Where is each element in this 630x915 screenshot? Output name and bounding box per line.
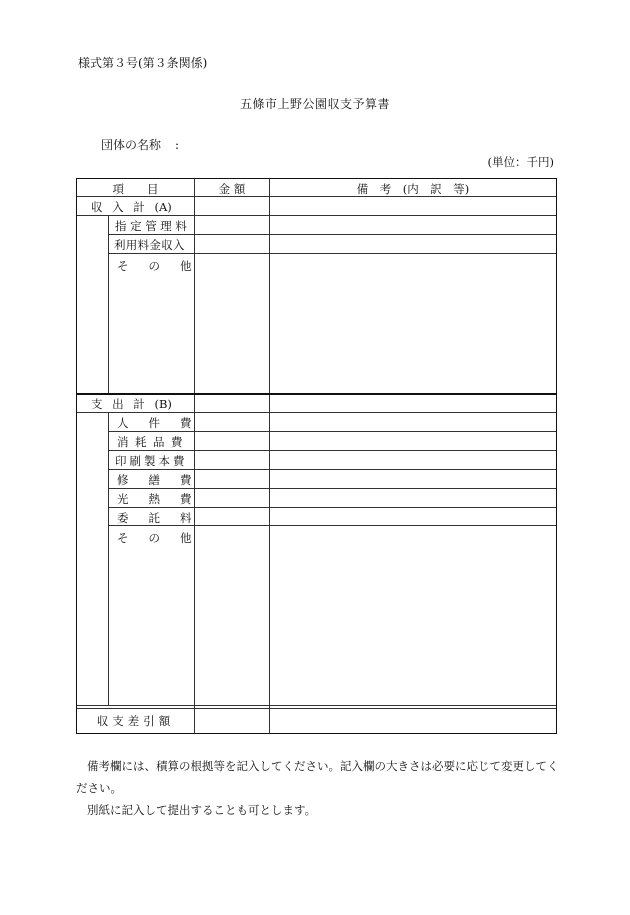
section-divider-balance-2: [77, 708, 556, 709]
row-line-expense-2: [108, 450, 556, 451]
row-line-expense-5: [108, 507, 556, 508]
header-amount-text: 金 額: [218, 182, 246, 196]
form-number: 様式第３号(第３条関係): [78, 56, 208, 70]
header-amount-centered: [195, 181, 269, 197]
income-row-3-label: [117, 258, 212, 274]
row-line-expense-4: [108, 488, 556, 489]
organization-label: 団体の名称: [101, 138, 162, 152]
expense-row-2-label: 消耗品費: [117, 435, 189, 449]
organization-line: [101, 136, 179, 153]
expense-row-3-label: 印刷製本費: [115, 454, 188, 468]
unit-label: (単位：千円): [487, 155, 554, 169]
expense-row-4-label: 修繕費: [117, 473, 212, 487]
organization-colon: :: [175, 138, 180, 152]
expense-row-7-label: その他: [117, 531, 212, 545]
income-row-2-label: 利用料金収入: [114, 238, 185, 252]
income-row-3-text: その他: [117, 259, 212, 273]
expense-total-label: 支 出 計 (B): [91, 397, 172, 411]
balance-label: 収支差引額: [96, 714, 175, 728]
subitem-indent-line-income: [108, 215, 109, 393]
income-row-1-label: [115, 218, 189, 234]
row-line-expense-1: [108, 431, 556, 432]
row-line-income-total: [77, 215, 556, 216]
budget-table: [76, 178, 557, 734]
section-divider-income-expense: [77, 393, 556, 395]
note-1: 備考欄には、積算の根拠等を記入してください。記入欄の大きさは必要に応じて変更してください。: [76, 759, 559, 795]
expense-row-6-label: 委託料: [117, 511, 212, 525]
expense-row-5-label: 光熱費: [117, 492, 212, 506]
section-divider-balance-1: [77, 705, 556, 706]
header-item: 項 目: [112, 182, 159, 196]
header-remarks: 備 考 (内 訳 等): [356, 182, 470, 196]
income-total-label: 収 入 計 (A): [91, 200, 172, 214]
row-line-expense-3: [108, 469, 556, 470]
row-line-expense-total: [77, 412, 556, 413]
subitem-indent-line-expense: [108, 412, 109, 706]
expense-row-1-label: 人件費: [117, 416, 212, 430]
note-2: 別紙に記入して提出することも可とします。: [87, 803, 317, 817]
income-row-1-text: 指定管理料: [115, 219, 191, 233]
row-line-income-1: [108, 234, 556, 235]
document-title: 五條市上野公園収支予算書: [239, 97, 390, 111]
row-line-income-2: [108, 253, 556, 254]
col-divider-amount-remarks: [269, 179, 270, 733]
